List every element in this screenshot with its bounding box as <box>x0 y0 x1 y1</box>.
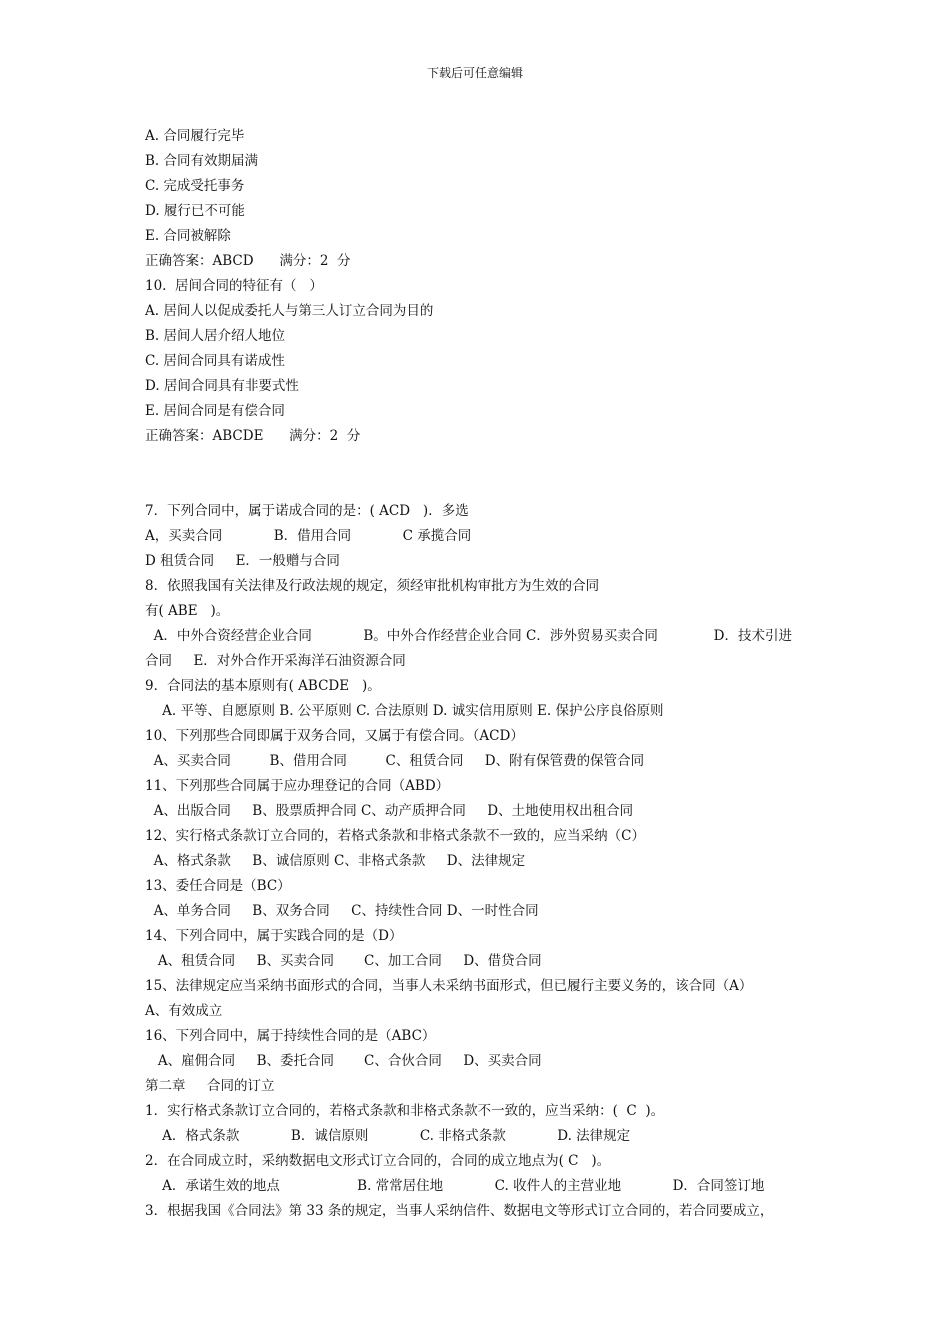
question-line: 1．实行格式条款订立合同的，若格式条款和非格式条款不一致的，应当采纳：( C )。 <box>145 1103 665 1119</box>
chapter-heading: 第二章 合同的订立 <box>145 1078 275 1094</box>
text-line: A、租赁合同 B、买卖合同 C、加工合同 D、借贷合同 <box>145 953 542 969</box>
text-line: B. 合同有效期届满 <box>145 153 259 169</box>
text-line: 有( ABE )。 <box>145 603 230 619</box>
question-line: 7．下列合同中，属于诺成合同的是：( ACD )．多选 <box>145 503 469 519</box>
blank-line <box>145 474 845 499</box>
page-header: 下载后可任意编辑 <box>426 66 523 80</box>
text-line: A. 居间人以促成委托人与第三人订立合同为目的 <box>145 303 434 319</box>
answer-line: 正确答案：ABCD 满分：2 分 <box>145 253 351 269</box>
text-line: A、有效成立 <box>145 1003 223 1019</box>
question-line: 8．依照我国有关法律及行政法规的规定，须经审批机构审批方为生效的合同 <box>145 578 600 594</box>
text-line: A、出版合同 B、股票质押合同 C、动产质押合同 D、土地使用权出租合同 <box>145 803 634 819</box>
text-line: D. 居间合同具有非要式性 <box>145 378 299 394</box>
document-body <box>145 124 845 1224</box>
question-line: 12、实行格式条款订立合同的，若格式条款和非格式条款不一致的，应当采纳（C） <box>145 828 646 844</box>
question-line: 9．合同法的基本原则有( ABCDE )。 <box>145 678 381 694</box>
text-line: A．承诺生效的地点 B. 常常居住地 C. 收件人的主营业地 D．合同签订地 <box>145 1178 765 1194</box>
question-line: 13、委任合同是（BC） <box>145 878 291 894</box>
question-line: 3．根据我国《合同法》第 33 条的规定，当事人采纳信件、数据电文等形式订立合同的，若合同要成立， <box>145 1203 774 1219</box>
question-line: 16、下列合同中，属于持续性合同的是（ABC） <box>145 1028 436 1044</box>
blank-line <box>145 449 845 474</box>
text-line: A、格式条款 B、诚信原则 C、非格式条款 D、法律规定 <box>145 853 526 869</box>
text-line: E. 居间合同是有偿合同 <box>145 403 285 419</box>
text-line: A、单务合同 B、双务合同 C、持续性合同 D、一时性合同 <box>145 903 539 919</box>
text-line: A、雇佣合同 B、委托合同 C、合伙合同 D、买卖合同 <box>145 1053 542 1069</box>
question-line: 11、下列那些合同属于应办理登记的合同（ABD） <box>145 778 450 794</box>
text-line: C. 完成受托事务 <box>145 178 245 194</box>
text-line: A. 合同履行完毕 <box>145 128 245 144</box>
text-line: D 租赁合同 E．一般赠与合同 <box>145 553 340 569</box>
question-line: 2．在合同成立时，采纳数据电文形式订立合同的，合同的成立地点为( C )。 <box>145 1153 611 1169</box>
text-line: A．格式条款 B．诚信原则 C. 非格式条款 D. 法律规定 <box>145 1128 631 1144</box>
text-line: A、买卖合同 B、借用合同 C、租赁合同 D、附有保管费的保管合同 <box>145 753 645 769</box>
text-line: B. 居间人居介绍人地位 <box>145 328 286 344</box>
question-line: 10. 居间合同的特征有（ ） <box>145 278 323 294</box>
question-line: 15、法律规定应当采纳书面形式的合同，当事人未采纳书面形式，但已履行主要义务的，该合同（A） <box>145 978 753 994</box>
text-line: A. 平等、自愿原则 B. 公平原则 C. 合法原则 D. 诚实信用原则 E. 保护公序良俗原则 <box>145 703 664 719</box>
answer-line: 正确答案：ABCDE 满分：2 分 <box>145 428 361 444</box>
text-line: E. 合同被解除 <box>145 228 231 244</box>
question-line: 10、下列那些合同即属于双务合同，又属于有偿合同。（ACD） <box>145 728 524 744</box>
text-line: D. 履行已不可能 <box>145 203 245 219</box>
text-line: C. 居间合同具有诺成性 <box>145 353 285 369</box>
text-line: A，买卖合同 B．借用合同 C 承揽合同 <box>145 528 472 544</box>
text-line: A．中外合资经营企业合同 B。中外合作经营企业合同 C．涉外贸易买卖合同 D．技术引进 <box>145 628 792 644</box>
text-line: 合同 E．对外合作开采海洋石油资源合同 <box>145 653 406 669</box>
question-line: 14、下列合同中，属于实践合同的是（D） <box>145 928 403 944</box>
